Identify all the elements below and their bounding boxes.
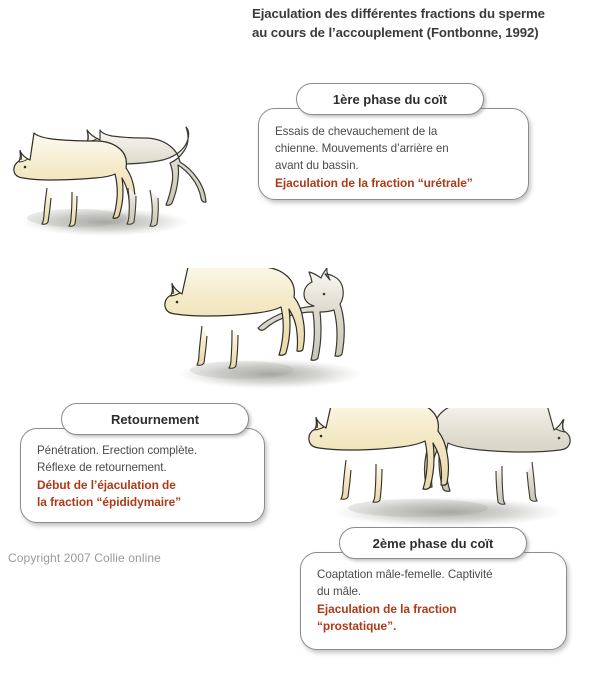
callout-highlight-phase1 [275, 175, 514, 192]
dog-female-cream [14, 133, 135, 226]
dog-female-cream [165, 268, 305, 368]
callout-text-phase2 [317, 566, 552, 600]
callout-text-retournement [37, 442, 250, 476]
callout-text-phase1 [275, 123, 514, 174]
callout-highlight-line: Ejaculation de la fraction “urétrale” [275, 176, 473, 191]
callout-text-line: Pénétration. Erection complète. [37, 444, 198, 457]
callout-text-line: Essais de chevauchement de la [275, 125, 438, 138]
callout-body-phase1 [258, 108, 529, 200]
callout-highlight-retournement [37, 477, 250, 511]
callout-header-phase2 [339, 527, 527, 559]
callout-text-line: Réflexe de retournement. [37, 461, 167, 475]
callout-header-phase1 [296, 83, 484, 115]
dog-female-cream [309, 408, 449, 502]
illustration-penetration [152, 268, 387, 403]
illustration-mounting [2, 104, 217, 254]
callout-text-line: chienne. Mouvements d’arrière en [275, 142, 449, 156]
callout-text-line: du mâle. [317, 585, 362, 599]
title-line-2: au cours de l’accouplement (Fontbonne, 1992) [252, 25, 539, 41]
callout-text-line: avant du bassin. [275, 159, 359, 173]
callout-header-label: 2ème phase du coït [372, 535, 494, 551]
callout-text-line: Coaptation mâle-femelle. Captivité [317, 568, 493, 581]
callout-highlight-line: la fraction “épididymaire” [37, 494, 182, 509]
callout-body-phase2 [300, 552, 567, 650]
title-line-1: Ejaculation des différentes fractions du sperme [252, 6, 545, 21]
callout-highlight-line: “prostatique”. [317, 618, 397, 633]
page-title [252, 4, 612, 42]
callout-highlight-phase2 [317, 601, 552, 635]
callout-header-label: 1ère phase du coït [332, 91, 448, 107]
callout-highlight-line: Ejaculation de la fraction [317, 602, 457, 617]
copyright-notice: Copyright 2007 Collie online [8, 551, 161, 565]
callout-header-retournement [61, 403, 249, 435]
illustration-tie [298, 408, 588, 543]
callout-highlight-line: Début de l’éjaculation de [37, 478, 176, 493]
callout-header-label: Retournement [110, 411, 200, 427]
callout-body-retournement [20, 428, 265, 523]
